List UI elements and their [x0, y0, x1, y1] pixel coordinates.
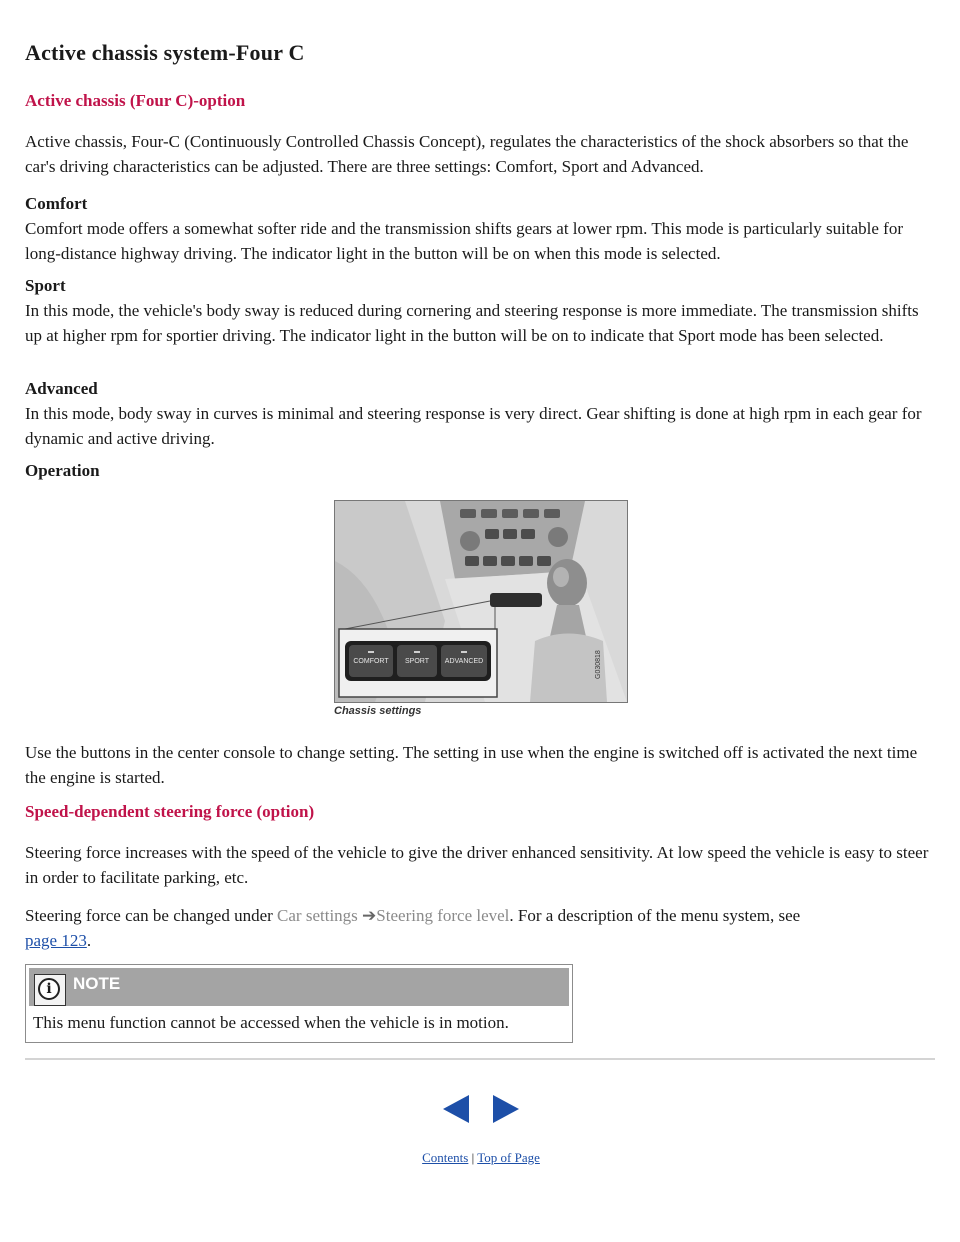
- figure-code: G030818: [595, 650, 602, 679]
- footer-separator: |: [471, 1150, 475, 1165]
- sport-block: [25, 273, 937, 348]
- chassis-settings-figure: [334, 500, 628, 703]
- menu-path-suffix: . For a description of the menu system, see: [509, 906, 801, 925]
- info-icon-glyph: i: [38, 978, 60, 1000]
- note-text: This menu function cannot be accessed when the vehicle is in motion.: [33, 1013, 509, 1032]
- menu-arrow-icon: ➔: [362, 906, 377, 925]
- advanced-block: [25, 376, 937, 451]
- advanced-heading: Advanced: [25, 379, 98, 398]
- comfort-text: Comfort mode offers a somewhat softer ride and the transmission shifts gears at lower rpm. This mode is particularly suitable for long-distance highway driving. The indicator light in the button will be on when this mode is selected.: [25, 219, 903, 263]
- menu-path-prefix: Steering force can be changed under: [25, 906, 278, 925]
- note-box: [25, 964, 573, 1043]
- section-heading-active-chassis: Active chassis (Four C)-option: [25, 91, 246, 110]
- section-heading-steering-force: Speed-dependent steering force (option): [25, 802, 315, 821]
- divider: [25, 1058, 935, 1060]
- steering-menu-paragraph: [25, 903, 937, 953]
- top-of-page-link[interactable]: Top of Page: [477, 1150, 540, 1165]
- note-label: NOTE: [73, 974, 121, 993]
- sport-heading: Sport: [25, 276, 66, 295]
- contents-link[interactable]: Contents: [422, 1150, 469, 1165]
- figure-caption: Chassis settings: [334, 705, 422, 717]
- sport-text: In this mode, the vehicle's body sway is reduced during cornering and steering response is more immediate. The transmission shifts up at higher rpm for sportier driving. The indicator light in the button will be on to indicate that Sport mode has been selected.: [25, 301, 919, 345]
- intro-paragraph: Active chassis, Four-C (Continuously Controlled Chassis Concept), regulates the characteristics of the shock absorbers so that the car's driving characteristics can be adjusted. There are three settings: Comfort, Sport and Advanced.: [25, 132, 909, 176]
- next-page-icon[interactable]: [493, 1095, 519, 1123]
- operation-heading: Operation: [25, 461, 100, 480]
- comfort-heading: Comfort: [25, 194, 88, 213]
- operation-text: Use the buttons in the center console to change setting. The setting in use when the engine is switched off is activated the next time the engine is started.: [25, 743, 918, 787]
- button-label-advanced: ADVANCED: [444, 658, 484, 665]
- console-illustration: [335, 501, 627, 702]
- page-navigation: [443, 1095, 523, 1125]
- previous-page-icon[interactable]: [443, 1095, 469, 1123]
- page-title: Active chassis system-Four C: [25, 40, 305, 65]
- comfort-block: [25, 191, 937, 266]
- advanced-text: In this mode, body sway in curves is minimal and steering response is very direct. Gear shifting is done at high rpm in each gear for dynamic and active driving.: [25, 404, 922, 448]
- page-123-link[interactable]: page 123: [25, 931, 87, 950]
- note-header: [29, 968, 569, 1006]
- button-label-sport: SPORT: [405, 658, 429, 665]
- sentence-period: .: [86, 931, 92, 950]
- steering-paragraph: Steering force increases with the speed of the vehicle to give the driver enhanced sensitivity. At low speed the vehicle is easy to steer in order to facilitate parking, etc.: [25, 843, 929, 887]
- menu-item-steering-force-level: Steering force level: [376, 906, 510, 925]
- menu-item-car-settings: Car settings: [277, 906, 358, 925]
- info-icon: [34, 974, 66, 1006]
- footer-links: [25, 1150, 937, 1166]
- button-label-comfort: COMFORT: [353, 658, 389, 665]
